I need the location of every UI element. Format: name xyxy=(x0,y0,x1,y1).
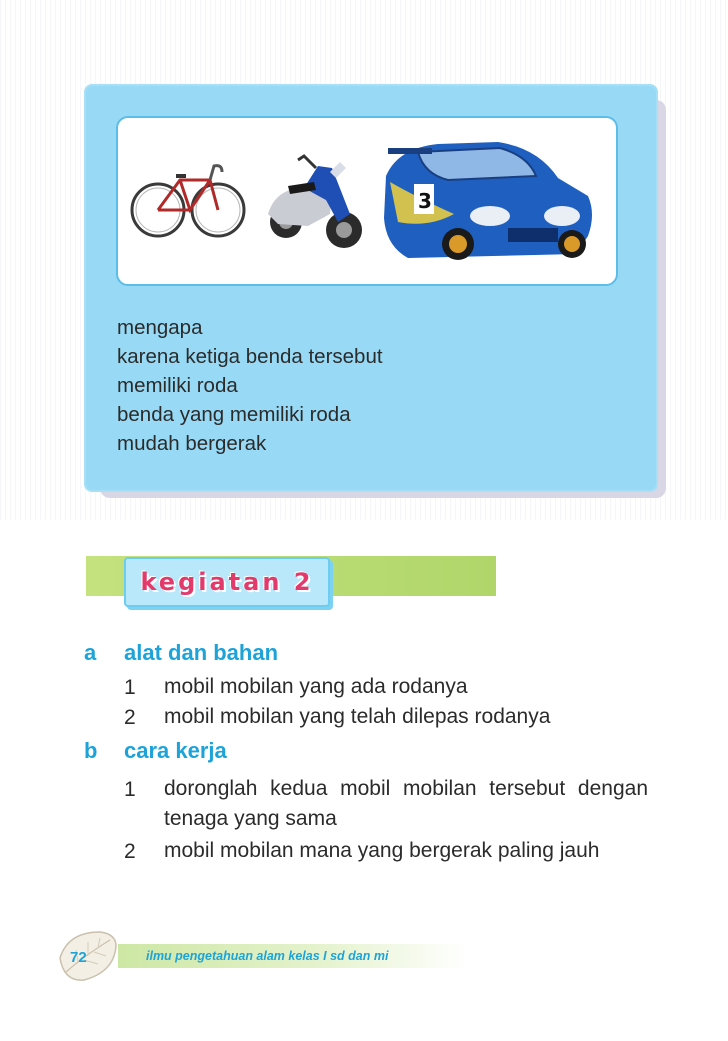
item-number: 2 xyxy=(124,840,136,863)
rally-car-image xyxy=(384,142,592,260)
card-line: benda yang memiliki roda xyxy=(117,403,351,426)
item-text: doronglah kedua mobil mobilan tersebut dengan tenaga yang sama xyxy=(164,777,648,830)
card-line: memiliki roda xyxy=(117,374,238,397)
item-number: 2 xyxy=(124,706,136,729)
item-number: 1 xyxy=(124,778,136,801)
leaf-icon xyxy=(54,928,120,984)
section-a-letter: a xyxy=(84,640,97,665)
activity-label: kegiatan 2 xyxy=(140,568,314,596)
activity-label-box xyxy=(124,557,330,607)
page-number: 72 xyxy=(70,949,87,966)
section-b-title: cara kerja xyxy=(124,738,227,763)
item-text: mobil mobilan yang ada rodanya xyxy=(164,675,468,698)
card-text xyxy=(117,313,383,458)
book-title: ilmu pengetahuan alam kelas I sd dan mi xyxy=(146,949,389,963)
section-b-letter: b xyxy=(84,738,98,763)
item-text: mobil mobilan yang telah dilepas rodanya xyxy=(164,705,551,728)
item-number: 1 xyxy=(124,676,136,699)
bicycle-image xyxy=(132,166,244,236)
motorcycle-image xyxy=(268,156,362,248)
card-line: karena ketiga benda tersebut xyxy=(117,345,383,368)
svg-text:3: 3 xyxy=(418,189,432,213)
card-line: mengapa xyxy=(117,316,203,339)
item-text: mobil mobilan mana yang bergerak paling jauh xyxy=(164,839,600,862)
vehicle-illustration xyxy=(116,116,618,286)
card-line: mudah bergerak xyxy=(117,432,267,455)
section-a-title: alat dan bahan xyxy=(124,640,279,665)
